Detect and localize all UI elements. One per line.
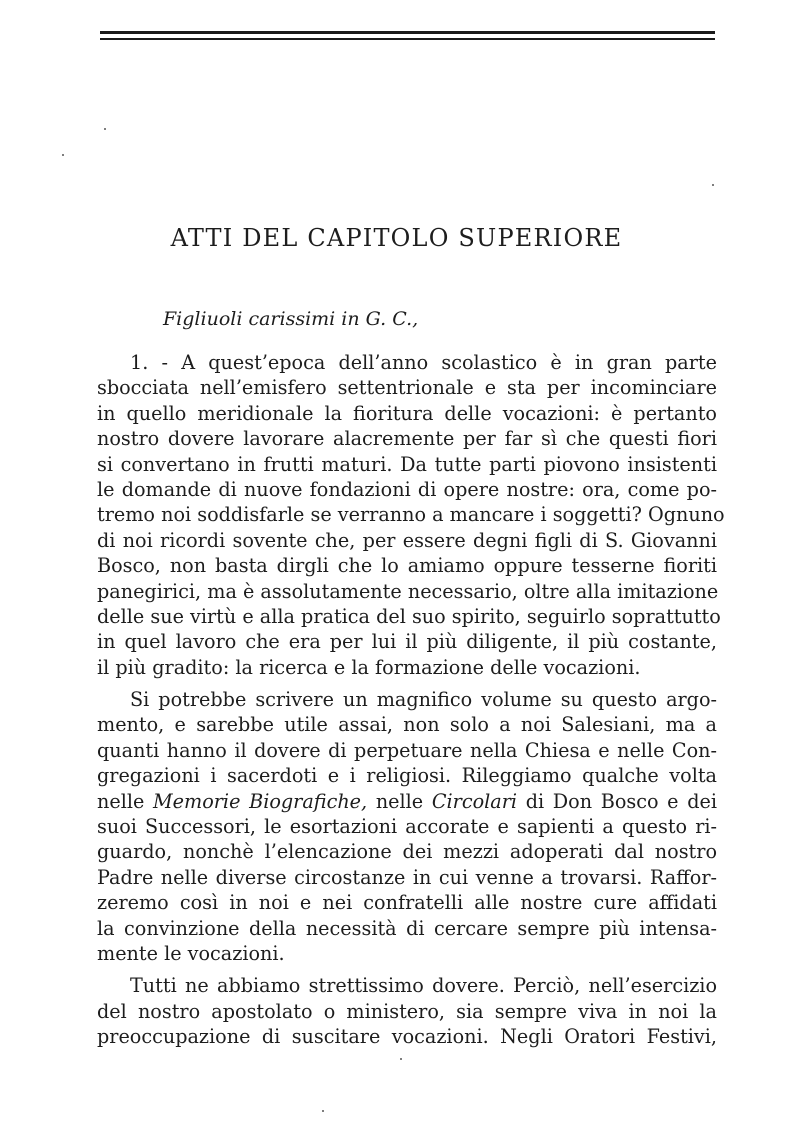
paragraph-line: il più gradito: la ricerca e la formazione delle vocazioni. [97, 655, 641, 679]
paragraph-line: guardo, nonchè l’elencazione dei mezzi adoperati dal nostro [97, 840, 717, 864]
paragraph-line: in quello meridionale la fioritura delle vocazioni: è pertanto [97, 401, 717, 425]
paragraph-line: Bosco, non basta dirgli che lo amiamo oppure tesserne fioriti [97, 554, 717, 578]
paragraph-line: panegirici, ma è assolutamente necessario, oltre alla imitazione [97, 579, 719, 603]
paragraph-number: 1. - [130, 351, 168, 374]
paragraph-line: di noi ricordi sovente che, per essere degni figli di S. Giovanni [97, 528, 717, 552]
paragraph-line: mente le vocazioni. [97, 941, 285, 965]
paragraph-line: nostro dovere lavorare alacremente per far sì che questi fiori [97, 427, 717, 451]
header-rule-thin [100, 38, 715, 40]
paragraph-line: Si potrebbe scrivere un magnifico volume su questo argo- [130, 688, 717, 712]
paragraph-line: Tutti ne abbiamo strettissimo dovere. Perciò, nell’esercizio [130, 974, 717, 998]
paragraph-line: in quel lavoro che era per lui il più diligente, il più costante, [97, 630, 717, 654]
paragraph-line: la convinzione della necessità di cercare sempre più intensa- [97, 916, 717, 940]
page-title: ATTI DEL CAPITOLO SUPERIORE [170, 224, 623, 252]
paragraph-line: le domande di nuove fondazioni di opere nostre: ora, come po- [97, 477, 717, 501]
paragraph-line: mento, e sarebbe utile assai, non solo a noi Salesiani, ma a [97, 713, 717, 737]
scan-speck [104, 128, 106, 130]
paragraph-line: 1. - A quest’epoca dell’anno scolastico è in gran parte [130, 351, 717, 374]
paragraph-line: Padre nelle diverse circostanze in cui venne a trovarsi. Raffor- [97, 865, 717, 889]
scan-speck [62, 154, 64, 156]
italic-title: Circolari [431, 789, 518, 813]
paragraph-line: del nostro apostolato o ministero, sia sempre viva in noi la [97, 999, 717, 1023]
scan-speck [400, 1058, 402, 1060]
paragraph-line: preoccupazione di suscitare vocazioni. Negli Oratori Festivi, [97, 1025, 717, 1049]
italic-title: Memorie Biografiche, [153, 789, 368, 813]
scan-speck [322, 1110, 324, 1112]
paragraph-line: nelle Memorie Biografiche, nelle Circolari di Don Bosco e dei [97, 789, 717, 813]
paragraph-line: si convertano in frutti maturi. Da tutte parti piovono insistenti [97, 452, 717, 476]
scan-speck [712, 184, 714, 186]
body-text [97, 350, 725, 1050]
paragraph-line: gregazioni i sacerdoti e i religiosi. Rileggiamo qualche volta [97, 764, 717, 788]
paragraph-line: suoi Successori, le esortazioni accorate e sapienti a questo ri- [97, 815, 717, 839]
paragraph-line: tremo noi soddisfarle se verranno a mancare i soggetti? Ognuno [97, 503, 725, 527]
paragraph-line: sbocciata nell’emisfero settentrionale e sta per incominciare [97, 376, 717, 400]
salutation: Figliuoli carissimi in G. C., [163, 308, 419, 330]
header-rule-thick [100, 31, 715, 34]
paragraph-line: delle sue virtù e alla pratica del suo spirito, seguirlo soprattutto [97, 604, 721, 628]
paragraph-line: zeremo così in noi e nei confratelli alle nostre cure affidati [97, 891, 717, 915]
paragraph-line: quanti hanno il dovere di perpetuare nella Chiesa e nelle Con- [97, 738, 717, 762]
